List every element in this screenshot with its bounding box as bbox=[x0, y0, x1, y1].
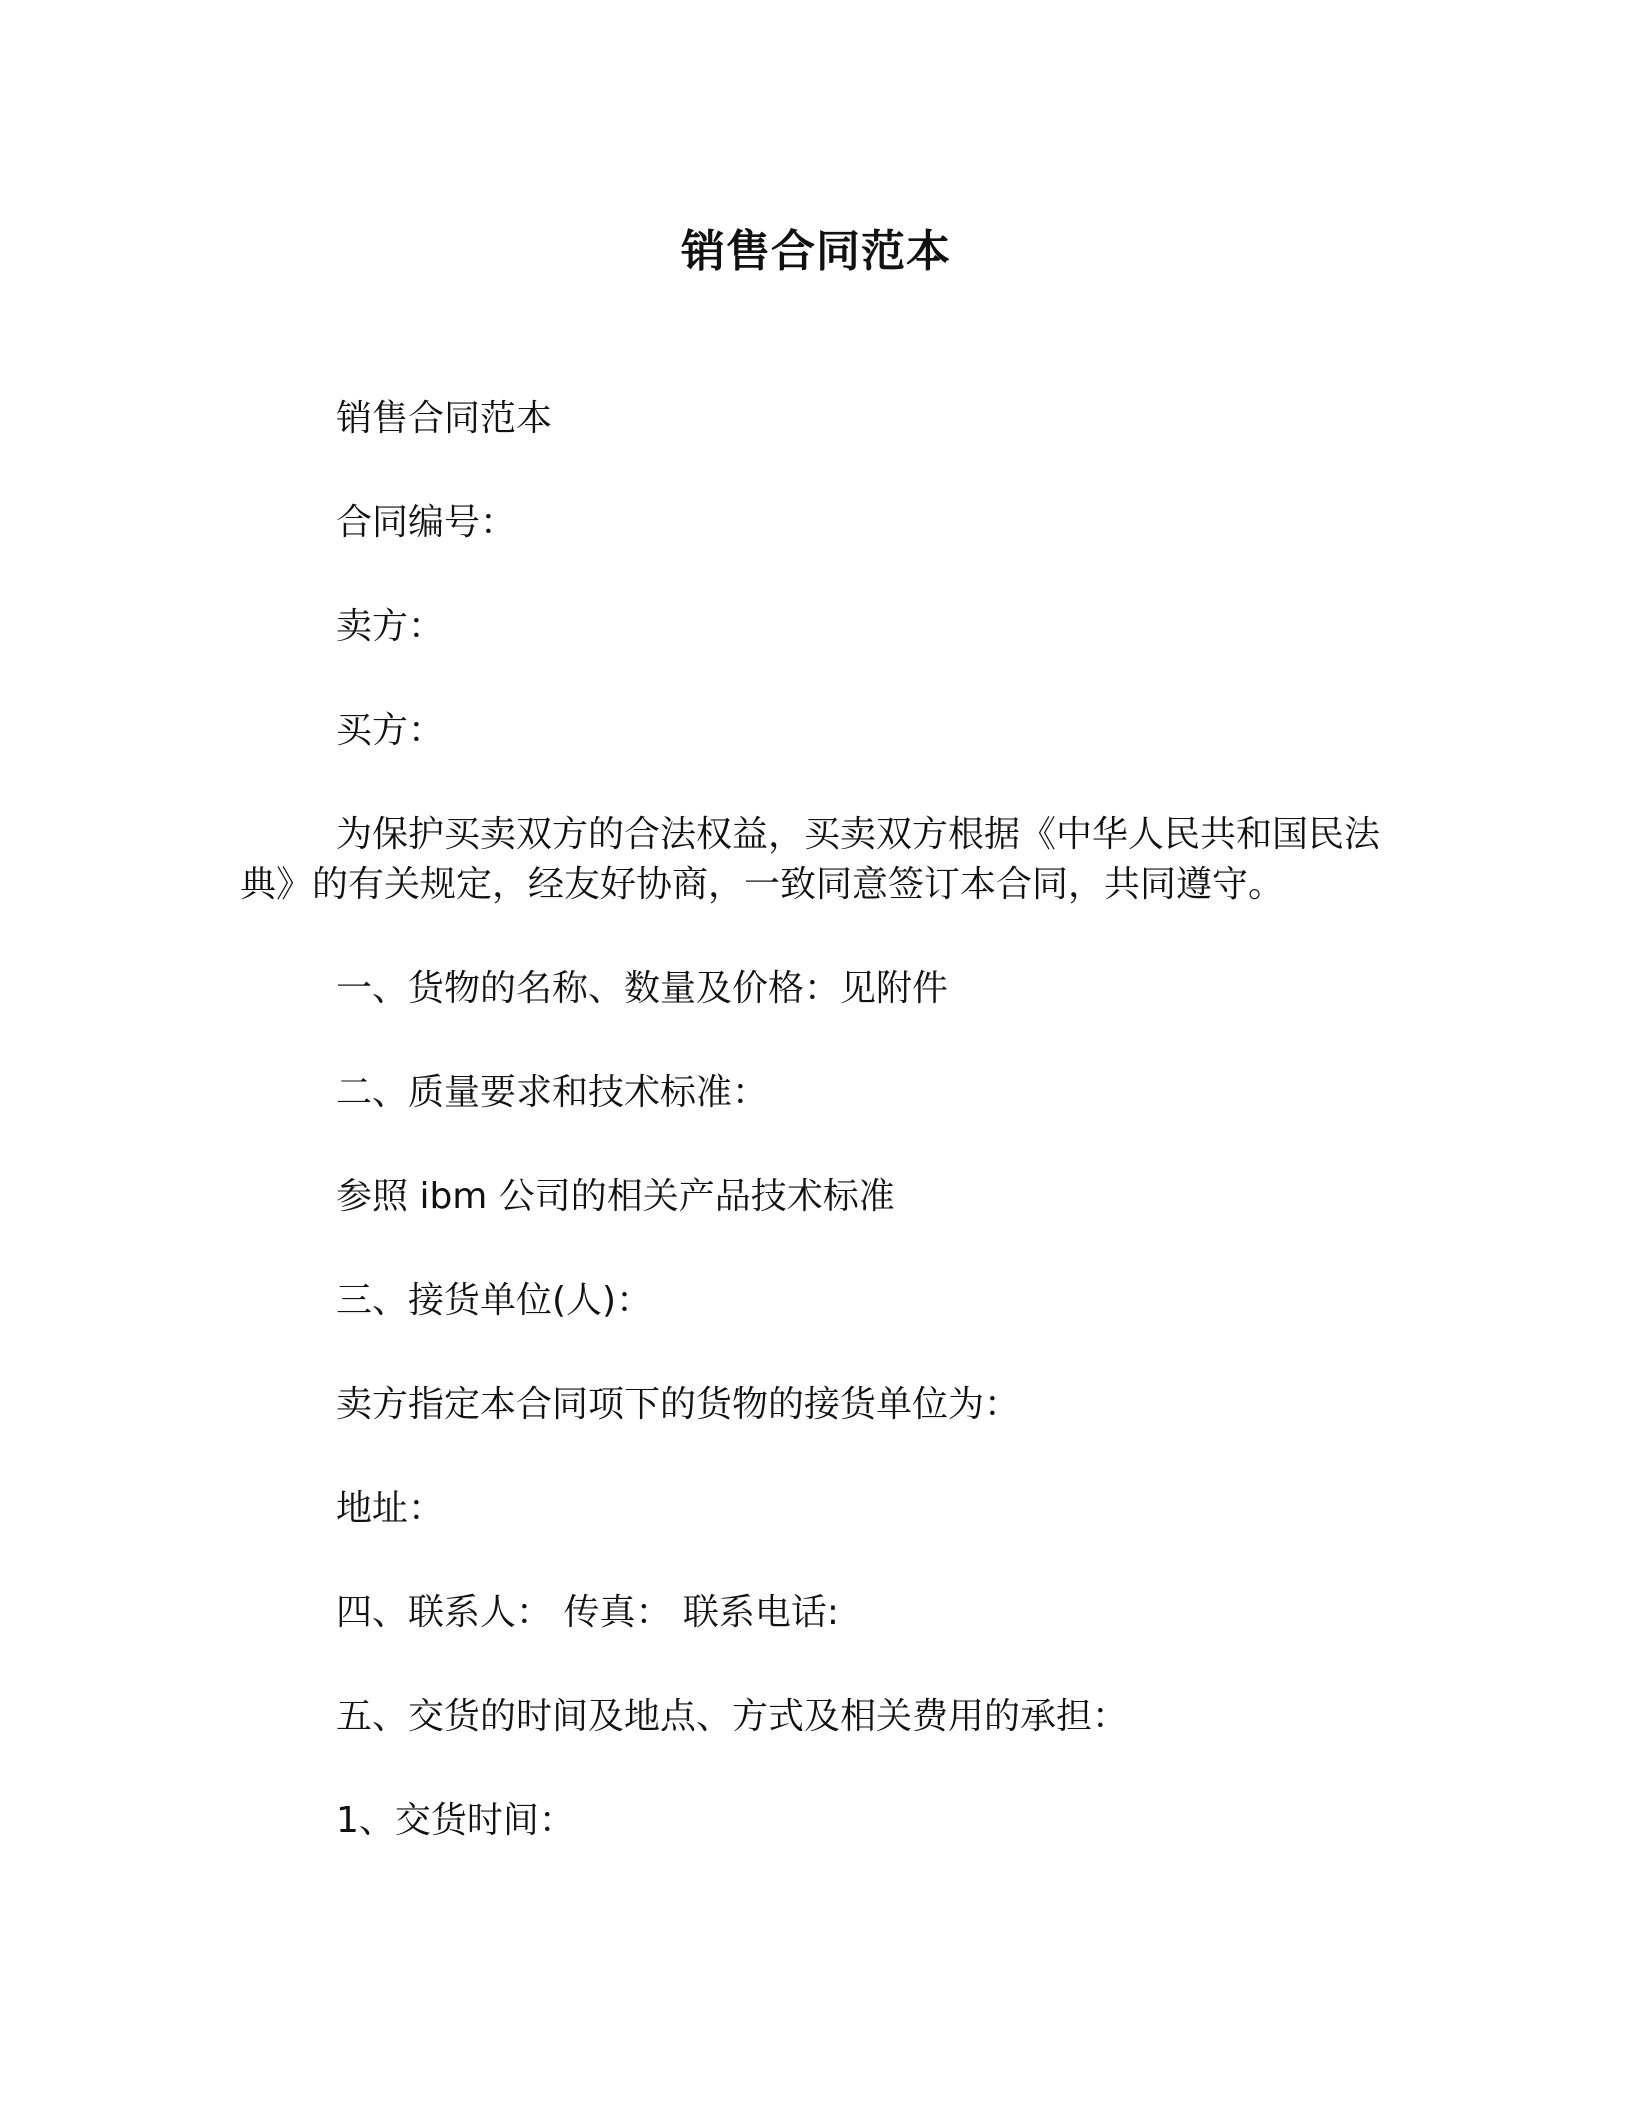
paragraph-receiver: 卖方指定本合同项下的货物的接货单位为： bbox=[336, 1384, 1021, 1425]
paragraph-section-1: 一、货物的名称、数量及价格：见附件 bbox=[336, 968, 949, 1009]
paragraph-address: 地址： bbox=[336, 1488, 445, 1529]
document-body bbox=[240, 394, 1390, 1900]
paragraph-section-3: 三、接货单位(人)： bbox=[336, 1280, 653, 1321]
document-title: 销售合同范本 bbox=[681, 226, 951, 277]
paragraph-preamble: 为保护买卖双方的合法权益，买卖双方根据《中华人民共和国民法典》的有关规定，经友好协商，一致同意签订本合同，共同遵守。 bbox=[240, 814, 1381, 905]
paragraph-delivery-time: 1、交货时间： bbox=[336, 1800, 575, 1841]
paragraph-quality-standard: 参照 ibm 公司的相关产品技术标准 bbox=[336, 1176, 895, 1217]
paragraph-heading: 销售合同范本 bbox=[336, 398, 553, 439]
paragraph-contract-number: 合同编号： bbox=[336, 502, 517, 543]
paragraph-seller: 卖方： bbox=[336, 606, 445, 647]
paragraph-section-5: 五、交货的时间及地点、方式及相关费用的承担： bbox=[336, 1696, 1129, 1737]
paragraph-buyer: 买方： bbox=[336, 710, 445, 751]
paragraph-section-4: 四、联系人： 传真： 联系电话: bbox=[336, 1592, 840, 1633]
paragraph-section-2: 二、质量要求和技术标准： bbox=[336, 1072, 769, 1113]
